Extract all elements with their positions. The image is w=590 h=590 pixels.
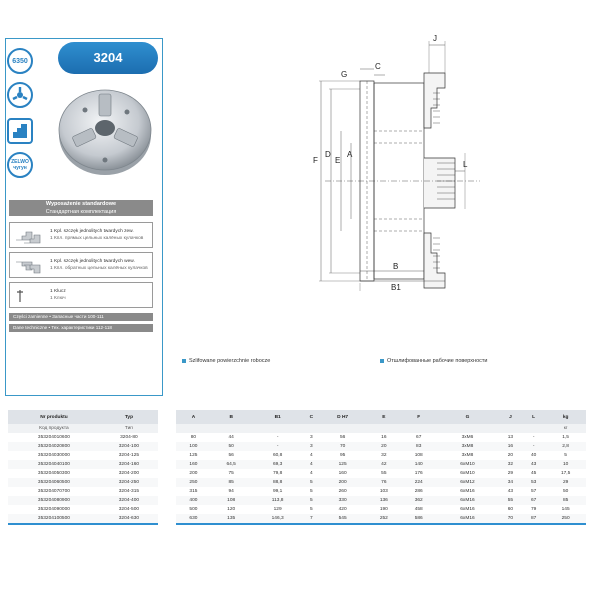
table-cell: 250 xyxy=(545,514,586,524)
table-cell: 113,8 xyxy=(252,496,304,505)
table-cell: - xyxy=(276,435,279,440)
table-cell: 88,8 xyxy=(252,478,304,487)
stepped-jaw-icon xyxy=(7,118,33,144)
table-cell: 160 xyxy=(176,460,211,469)
table-cell: 76 xyxy=(366,478,401,487)
accessory-key xyxy=(9,282,153,308)
table-cell: 87 xyxy=(522,514,545,524)
col-subheader xyxy=(366,424,401,433)
table-cell: 108 xyxy=(211,496,252,505)
table-cell: 83 xyxy=(401,442,436,451)
table-cell: 43 xyxy=(522,460,545,469)
table-cell: 32 xyxy=(499,460,522,469)
table-row xyxy=(8,505,158,514)
table-row xyxy=(176,514,586,524)
table-cell: 135 xyxy=(211,514,252,524)
table-cell: 252 xyxy=(366,514,401,524)
col-header: A xyxy=(176,410,211,424)
dim-label-l: L xyxy=(463,160,468,169)
table-cell: 3204-80 xyxy=(120,435,138,440)
col-subheader xyxy=(211,424,252,433)
table-cell: 70 xyxy=(319,442,367,451)
technical-data-bar: Dane techniczne • Тех. характеристики 112-118 xyxy=(9,324,153,332)
note-pl xyxy=(182,358,270,364)
table-cell: - xyxy=(522,442,545,451)
table-row xyxy=(176,451,586,460)
table-cell: 64,5 xyxy=(211,460,252,469)
table-cell: 3204-400 xyxy=(100,496,158,505)
col-header: B1 xyxy=(252,410,304,424)
table-cell: 200 xyxy=(319,478,367,487)
standard-title-pl: Wyposażenie standardowe xyxy=(45,201,117,207)
table-cell: 353204090000 xyxy=(37,507,70,512)
table-row xyxy=(176,442,586,451)
col-subheader xyxy=(252,424,304,433)
table-cell: 60 xyxy=(507,507,514,512)
col-header: kg xyxy=(545,410,586,424)
col-subheader xyxy=(436,424,499,433)
table-cell: 3204-250 xyxy=(100,478,158,487)
table-cell: 315 xyxy=(189,489,198,494)
accessory-text-pl: 1 Kpl. szczęk jednolitych twardych wew. xyxy=(50,259,135,264)
table-cell: 50 xyxy=(211,442,252,451)
col-subheader xyxy=(319,424,367,433)
note-ru xyxy=(380,358,487,364)
table-cell: 190 xyxy=(379,507,388,512)
table-cell: 145 xyxy=(561,507,570,512)
note-ru-text: Отшлифованные рабочие поверхности xyxy=(387,358,488,364)
table-cell: 420 xyxy=(338,507,347,512)
table-cell: 16 xyxy=(499,442,522,451)
table-cell: 17,5 xyxy=(560,471,571,476)
internal-jaws-icon xyxy=(14,256,46,276)
table-cell: 20 xyxy=(507,453,514,458)
col-header: J xyxy=(499,410,522,424)
table-cell: 85 xyxy=(211,478,252,487)
table-cell: 400 xyxy=(176,496,211,505)
table-cell: 286 xyxy=(414,489,423,494)
col-header: C xyxy=(304,410,319,424)
col-subheader: Тип xyxy=(100,424,158,433)
col-header-type: Typ xyxy=(100,410,158,424)
accessory-text-pl: 1 Kpl. szczęk jednolitych twardych zew. xyxy=(50,229,134,234)
table-cell: 34 xyxy=(499,478,522,487)
table-cell: 3 xyxy=(309,435,313,440)
table-cell: 1,5 xyxy=(562,435,569,440)
table-cell: 3204-630 xyxy=(100,514,158,524)
dim-label-b: B xyxy=(393,262,399,271)
table-cell: 3204-200 xyxy=(118,471,140,476)
table-cell: 5 xyxy=(304,496,319,505)
col-header: G xyxy=(436,410,499,424)
table-cell: 70 xyxy=(499,514,522,524)
table-cell: 4 xyxy=(309,471,313,476)
badge-text: 6350 xyxy=(12,57,28,65)
table-cell: 353204040100 xyxy=(8,460,100,469)
table-cell: 6xM12 xyxy=(436,478,499,487)
table-cell: 94 xyxy=(228,489,234,494)
table-cell: 353204070700 xyxy=(37,489,70,494)
table-cell: 224 xyxy=(401,478,436,487)
table-cell: 630 xyxy=(176,514,211,524)
note-pl-text: Szlifowane powierzchnie robocze xyxy=(189,358,271,364)
table-cell: 353204050300 xyxy=(37,471,70,476)
table-row xyxy=(8,460,158,469)
product-code: 3204 xyxy=(58,42,158,74)
table-cell: 55 xyxy=(499,496,522,505)
col-subheader xyxy=(499,424,522,433)
table-cell: 353204100500 xyxy=(8,514,100,524)
standard-title-ru: Стандартная комплектация xyxy=(45,209,117,215)
table-cell: 3204-315 xyxy=(118,489,140,494)
accessory-internal-jaws xyxy=(9,252,153,278)
table-cell: 32 xyxy=(381,453,387,458)
accessory-external-jaws xyxy=(9,222,153,248)
table-cell: 75 xyxy=(228,471,234,476)
table-cell: 120 xyxy=(227,507,236,512)
product-code-table xyxy=(8,410,158,525)
table-cell: 176 xyxy=(414,471,423,476)
table-cell: 40 xyxy=(530,453,537,458)
table-cell: 353204020800 xyxy=(8,442,100,451)
chuck-image xyxy=(55,80,155,180)
table-cell: 79,8 xyxy=(272,471,283,476)
accessory-text-ru: 1 Ключ xyxy=(50,296,66,301)
table-cell: 95 xyxy=(339,453,346,458)
dim-label-b1: B1 xyxy=(391,283,401,292)
table-cell: 3xM6 xyxy=(461,435,474,440)
table-cell: 260 xyxy=(338,489,347,494)
col-header-product-no: Nr produktu xyxy=(8,410,100,424)
star-badge-icon xyxy=(7,48,33,74)
dimensions-table xyxy=(176,410,586,525)
table-cell: 29 xyxy=(507,471,514,476)
table-cell: 7 xyxy=(304,514,319,524)
external-jaws-icon xyxy=(14,226,46,246)
three-jaw-icon xyxy=(7,82,33,108)
table-cell: 458 xyxy=(414,507,423,512)
dim-label-a: A xyxy=(347,150,353,159)
col-header: B xyxy=(211,410,252,424)
table-cell: 2,8 xyxy=(545,442,586,451)
table-row xyxy=(176,478,586,487)
table-cell: 129 xyxy=(273,507,282,512)
table-cell: 103 xyxy=(379,489,388,494)
dim-label-d: D xyxy=(325,150,331,159)
table-cell: 44 xyxy=(228,435,234,440)
table-cell: 160 xyxy=(338,471,347,476)
dim-label-c: C xyxy=(375,62,381,71)
accessory-text-ru: 1 Кпл. обратных цельных калёных кулачков xyxy=(50,266,148,271)
table-cell: - xyxy=(252,442,304,451)
table-cell: 353204030000 xyxy=(37,453,70,458)
table-cell: 55 xyxy=(381,471,387,476)
table-cell: 100 xyxy=(176,442,211,451)
standard-equipment-header xyxy=(9,200,153,216)
table-cell: 20 xyxy=(366,442,401,451)
table-cell: 53 xyxy=(522,478,545,487)
blue-square-icon xyxy=(182,359,186,363)
table-cell: 29 xyxy=(545,478,586,487)
table-cell: 50 xyxy=(562,489,569,494)
table-cell: 6xM16 xyxy=(436,514,499,524)
table-cell: 108 xyxy=(414,453,423,458)
table-cell: 13 xyxy=(507,435,514,440)
dim-label-e: E xyxy=(335,156,341,165)
table-cell: 586 xyxy=(401,514,436,524)
table-cell: 353204060500 xyxy=(8,478,100,487)
table-cell: 3 xyxy=(304,442,319,451)
col-header: D H7 xyxy=(319,410,367,424)
table-cell: 60,8 xyxy=(272,453,283,458)
table-cell: 67 xyxy=(522,496,545,505)
table-cell: 125 xyxy=(189,453,198,458)
table-cell: - xyxy=(532,435,535,440)
table-cell: 200 xyxy=(189,471,198,476)
table-cell: 69,3 xyxy=(252,460,304,469)
table-cell: 6xM16 xyxy=(460,507,475,512)
table-cell: 545 xyxy=(319,514,367,524)
table-cell: 6xM16 xyxy=(460,489,475,494)
dim-label-f: F xyxy=(313,156,318,165)
table-cell: 85 xyxy=(545,496,586,505)
table-cell: 16 xyxy=(381,435,387,440)
table-cell: 4 xyxy=(304,460,319,469)
dim-label-g: G xyxy=(341,70,348,79)
col-subheader xyxy=(401,424,436,433)
col-subheader: Код продукта xyxy=(8,424,100,433)
table-cell: 3xM8 xyxy=(461,453,474,458)
table-cell: 3xM8 xyxy=(436,442,499,451)
spare-parts-bar: Części zamienne • Запасные части 100-111 xyxy=(9,313,153,321)
chuck-key-icon xyxy=(14,286,46,306)
table-row xyxy=(8,442,158,451)
table-row xyxy=(8,514,158,524)
table-cell: 353204010600 xyxy=(37,435,70,440)
col-header: E xyxy=(366,410,401,424)
table-cell: 6xM10 xyxy=(436,460,499,469)
table-cell: 3204-500 xyxy=(118,507,140,512)
accessory-text-ru: 1 Кпл. прямых цельных калёных кулачков xyxy=(50,236,144,241)
table-cell: 362 xyxy=(401,496,436,505)
table-cell: 250 xyxy=(176,478,211,487)
table-cell: 5 xyxy=(304,478,319,487)
table-cell: 80 xyxy=(190,435,197,440)
table-cell: 5 xyxy=(309,489,313,494)
table-cell: 4 xyxy=(309,453,313,458)
table-row xyxy=(8,469,158,478)
table-cell: 3204-160 xyxy=(100,460,158,469)
table-row xyxy=(176,487,586,496)
col-header: L xyxy=(522,410,545,424)
table-cell: 3204-125 xyxy=(118,453,140,458)
table-cell: 56 xyxy=(228,453,234,458)
table-cell: 500 xyxy=(189,507,198,512)
table-cell: 10 xyxy=(545,460,586,469)
dim-label-j: J xyxy=(433,34,437,43)
table-cell: 57 xyxy=(530,489,537,494)
table-cell: 146,3 xyxy=(252,514,304,524)
table-cell: 79 xyxy=(530,507,537,512)
table-row xyxy=(8,433,158,442)
table-cell: 136 xyxy=(366,496,401,505)
table-row xyxy=(8,478,158,487)
table-row xyxy=(8,451,158,460)
table-cell: 125 xyxy=(319,460,367,469)
table-row xyxy=(176,496,586,505)
col-subheader: кг xyxy=(545,424,586,433)
col-subheader xyxy=(522,424,545,433)
badge-text: ZELWO чугун xyxy=(11,159,29,171)
accessory-text-pl: 1 Klucz xyxy=(50,289,66,294)
table-cell: 56 xyxy=(339,435,346,440)
table-cell: 330 xyxy=(319,496,367,505)
table-cell: 43 xyxy=(507,489,514,494)
table-cell: 6xM16 xyxy=(436,496,499,505)
zelwo-cast-iron-icon xyxy=(7,152,33,178)
blue-square-icon xyxy=(380,359,384,363)
table-cell: 67 xyxy=(416,435,422,440)
table-row xyxy=(176,460,586,469)
table-cell: 99,1 xyxy=(272,489,283,494)
table-cell: 6xM10 xyxy=(460,471,475,476)
table-row xyxy=(8,487,158,496)
table-cell: 45 xyxy=(530,471,537,476)
table-cell: 5 xyxy=(309,507,313,512)
col-subheader xyxy=(176,424,211,433)
table-cell: 42 xyxy=(366,460,401,469)
col-header: F xyxy=(401,410,436,424)
table-row xyxy=(176,469,586,478)
table-row xyxy=(176,505,586,514)
table-cell: 5 xyxy=(564,453,567,458)
table-row xyxy=(176,433,586,442)
table-row xyxy=(8,496,158,505)
technical-drawing xyxy=(305,33,590,293)
table-cell: 3204-100 xyxy=(100,442,158,451)
table-cell: 140 xyxy=(401,460,436,469)
col-subheader xyxy=(304,424,319,433)
table-cell: 353204080900 xyxy=(8,496,100,505)
